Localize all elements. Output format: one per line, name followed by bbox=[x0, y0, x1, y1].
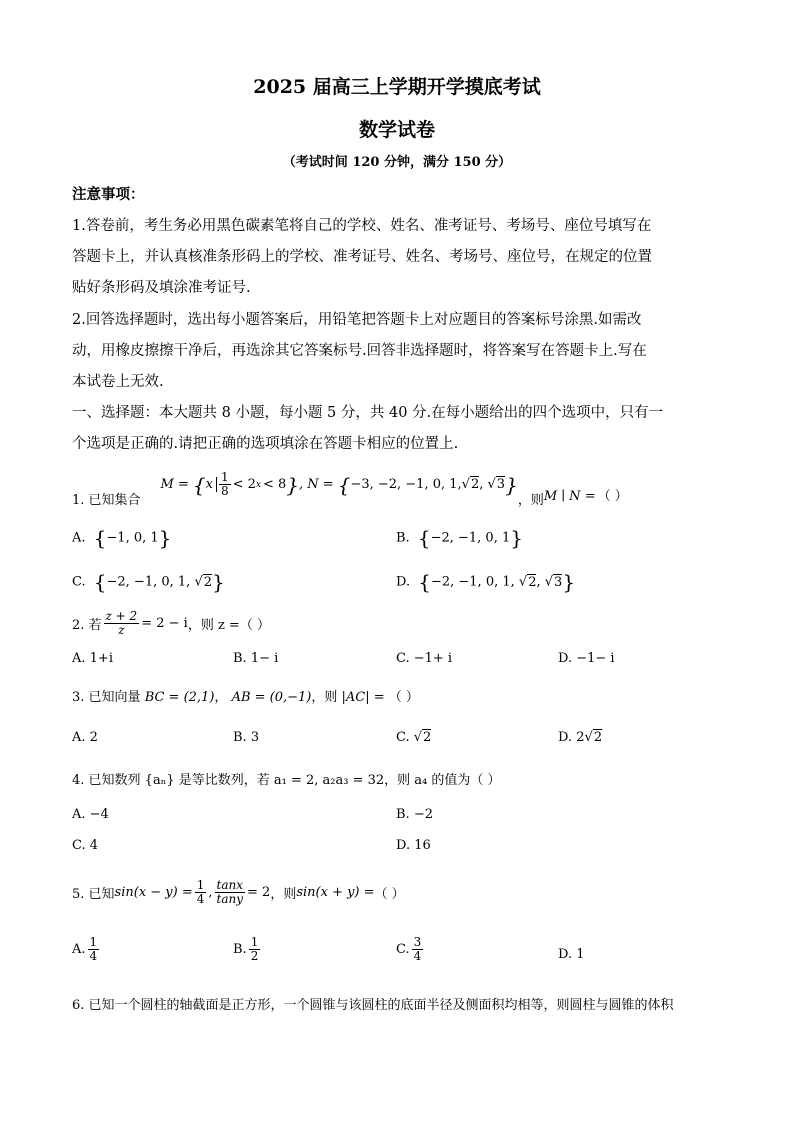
q5-option-c[interactable] bbox=[396, 936, 425, 963]
q5-option-d[interactable]: D. 1 bbox=[558, 947, 585, 962]
q5-prefix: 5. 已知 bbox=[72, 886, 115, 902]
option-label: D. bbox=[396, 574, 411, 590]
option-label: C. bbox=[396, 730, 410, 745]
option-label: A. bbox=[72, 530, 86, 546]
question-5: 5. 已知 sin(x − y) = $\frac{1}{4}$ , $\frac{\tan x}{\tan y}$ = 2 ，则 sin(x + y) = （ ） bbox=[72, 877, 405, 906]
question-6: 6. 已知一个圆柱的轴截面是正方形，一个圆锥与该圆柱的底面半径及侧面积均相等，则圆柱与圆锥的体积 bbox=[72, 998, 674, 1013]
question-2 bbox=[72, 607, 270, 639]
q5-mid: ，则 bbox=[270, 886, 297, 902]
q1-set-x: x bbox=[206, 477, 217, 492]
option-label: C. bbox=[396, 942, 410, 957]
note-line: 答题卡上，并认真核准条形码上的学校、准考证号、姓名、考场号、座位号，在规定的位置 bbox=[72, 249, 652, 265]
option-sqrt: 2 bbox=[423, 730, 432, 745]
q5-lhs: sin(x − y) = bbox=[114, 884, 193, 900]
q5-ask: sin(x + y) = bbox=[296, 884, 375, 900]
q2-suffix: ，则 z =（ ） bbox=[187, 617, 270, 633]
q2-rhs: = 2 − i bbox=[141, 615, 188, 631]
q1-option-a[interactable]: A. {−1, 0, 1} bbox=[72, 526, 172, 550]
option-frac-num: 1 bbox=[89, 935, 98, 949]
note-line: 本试卷上无效. bbox=[72, 374, 164, 390]
q3-vector-ac: |AC| = bbox=[341, 690, 385, 705]
q2-option-c[interactable]: C. −1+ i bbox=[396, 651, 453, 666]
note-line: 贴好条形码及填涂准考证号. bbox=[72, 280, 251, 296]
option-frac-den: 4 bbox=[89, 949, 98, 963]
option-sqrt: 2 bbox=[593, 730, 603, 745]
q1-sqrt2: 2 bbox=[470, 477, 480, 492]
option-frac-den: 4 bbox=[413, 949, 422, 963]
q3-vector-ab: AB = (0,−1) bbox=[231, 690, 312, 705]
q1-sqrt3: 3 bbox=[496, 477, 506, 492]
q1-suffix: ，则 bbox=[517, 493, 544, 508]
option-label: B. bbox=[233, 942, 247, 957]
option-value: −2, −1, 0, 1, bbox=[106, 574, 195, 590]
q1-set-n-body: −3, −2, −1, 0, 1, bbox=[350, 477, 462, 492]
q2-option-b[interactable]: B. 1− i bbox=[233, 651, 279, 666]
q3-option-d[interactable]: D. 2√2 bbox=[558, 730, 603, 745]
q5-paren: （ ） bbox=[374, 886, 405, 902]
question-4: 4. 已知数列 {aₙ} 是等比数列，若 a₁ = 2, a₂a₃ = 32，则 a₄ 的值为（ ） bbox=[72, 773, 501, 788]
q5-frac1-den: 4 bbox=[196, 891, 205, 906]
q1-option-c[interactable]: C. {−2, −1, 0, 1, √2} bbox=[72, 570, 225, 594]
option-value: −2, −1, 0, 1 bbox=[430, 530, 511, 546]
q3-mid: ，则 bbox=[311, 690, 338, 705]
q3-prefix: 3. 已知向量 bbox=[72, 690, 141, 705]
q2-frac-num: z + 2 bbox=[105, 608, 138, 623]
q2-frac-den: z bbox=[118, 622, 125, 637]
q3-sep: ， bbox=[214, 690, 228, 705]
q1-ineq2: < 8 bbox=[262, 477, 287, 492]
q1-expr: M ∣ N = bbox=[543, 489, 596, 504]
q4-option-b[interactable]: B. −2 bbox=[396, 807, 433, 822]
option-frac-den: 2 bbox=[250, 949, 259, 963]
section-heading: 个选项是正确的.请把正确的选项填涂在答题卡相应的位置上. bbox=[72, 436, 459, 452]
q2-prefix: 2. 若 bbox=[72, 617, 102, 633]
question-3 bbox=[72, 686, 419, 705]
note-line: 1.答卷前，考生务必用黑色碳素笔将自己的学校、姓名、准考证号、考场号、座位号填写在 bbox=[72, 218, 652, 234]
q3-option-a[interactable]: A. 2 bbox=[72, 730, 98, 745]
option-frac-num: 3 bbox=[413, 935, 422, 949]
question-1 bbox=[72, 470, 628, 510]
option-sqrt: 2 bbox=[203, 574, 213, 590]
q1-set-n: , N = bbox=[299, 477, 334, 492]
q1-set-m: M = bbox=[160, 477, 189, 492]
q3-vector-bc: BC = (2,1) bbox=[144, 690, 215, 705]
note-line: 动，用橡皮擦擦干净后，再选涂其它答案标号.回答非选择题时，将答案写在答题卡上.写在 bbox=[72, 343, 647, 359]
option-label: A. bbox=[72, 942, 86, 957]
q5-frac2-num: tanx bbox=[216, 877, 244, 892]
option-sqrt: 3 bbox=[554, 574, 563, 590]
exam-title: 2025 届高三上学期开学摸底考试 bbox=[253, 76, 541, 98]
exam-info: （考试时间 120 分钟，满分 150 分） bbox=[282, 155, 512, 170]
q2-option-d[interactable]: D. −1− i bbox=[558, 651, 615, 666]
note-line: 2.回答选择题时，选出每小题答案后，用铅笔把答题卡上对应题目的答案标号涂黑.如需改 bbox=[72, 312, 642, 328]
q5-frac1-num: 1 bbox=[196, 877, 205, 892]
option-value: −1, 0, 1 bbox=[106, 530, 159, 546]
subject-title: 数学试卷 bbox=[358, 119, 435, 141]
notes-heading: 注意事项： bbox=[72, 186, 145, 203]
option-frac-num: 1 bbox=[250, 935, 259, 949]
section-heading: 一、选择题：本大题共 8 小题，每小题 5 分，共 40 分.在每小题给出的四个选项中，只有一 bbox=[72, 405, 664, 421]
q1-frac-num: 1 bbox=[220, 470, 229, 484]
option-label: B. bbox=[396, 530, 410, 546]
q1-ineq: < 2 bbox=[232, 477, 256, 492]
q2-option-a[interactable]: A. 1+i bbox=[72, 651, 113, 666]
q4-option-a[interactable]: A. −4 bbox=[72, 807, 109, 822]
q1-option-d[interactable]: D. {−2, −1, 0, 1, √2, √3} bbox=[396, 570, 576, 594]
q3-paren: （ ） bbox=[388, 690, 419, 705]
q1-frac-den: 8 bbox=[220, 484, 229, 498]
q1-prefix: 1. 已知集合 bbox=[72, 493, 141, 508]
q3-option-b[interactable]: B. 3 bbox=[233, 730, 260, 745]
q5-option-a[interactable] bbox=[72, 936, 101, 963]
q1-exp: x bbox=[255, 479, 261, 490]
q5-option-b[interactable] bbox=[233, 936, 262, 963]
option-coef: 2 bbox=[576, 730, 585, 745]
q5-frac2-den: tany bbox=[216, 891, 244, 906]
q1-sets: M = { x $\frac{1}{8}$ < 2 x < 8 } , N = { −3, −2, −1, 0, 1, √2, √3 } bbox=[160, 470, 518, 498]
q4-option-c[interactable]: C. 4 bbox=[72, 838, 99, 853]
q3-option-c[interactable]: C. √2 bbox=[396, 730, 432, 745]
q1-option-b[interactable]: B. {−2, −1, 0, 1} bbox=[396, 526, 523, 550]
option-label: C. bbox=[72, 574, 86, 590]
option-value: −2, −1, 0, 1, bbox=[430, 574, 519, 590]
q1-paren: （ ） bbox=[597, 489, 628, 504]
option-sqrt: 2 bbox=[528, 574, 537, 590]
q4-option-d[interactable]: D. 16 bbox=[396, 838, 431, 853]
option-label: D. bbox=[558, 730, 573, 745]
q5-rhs: = 2 bbox=[247, 884, 271, 900]
